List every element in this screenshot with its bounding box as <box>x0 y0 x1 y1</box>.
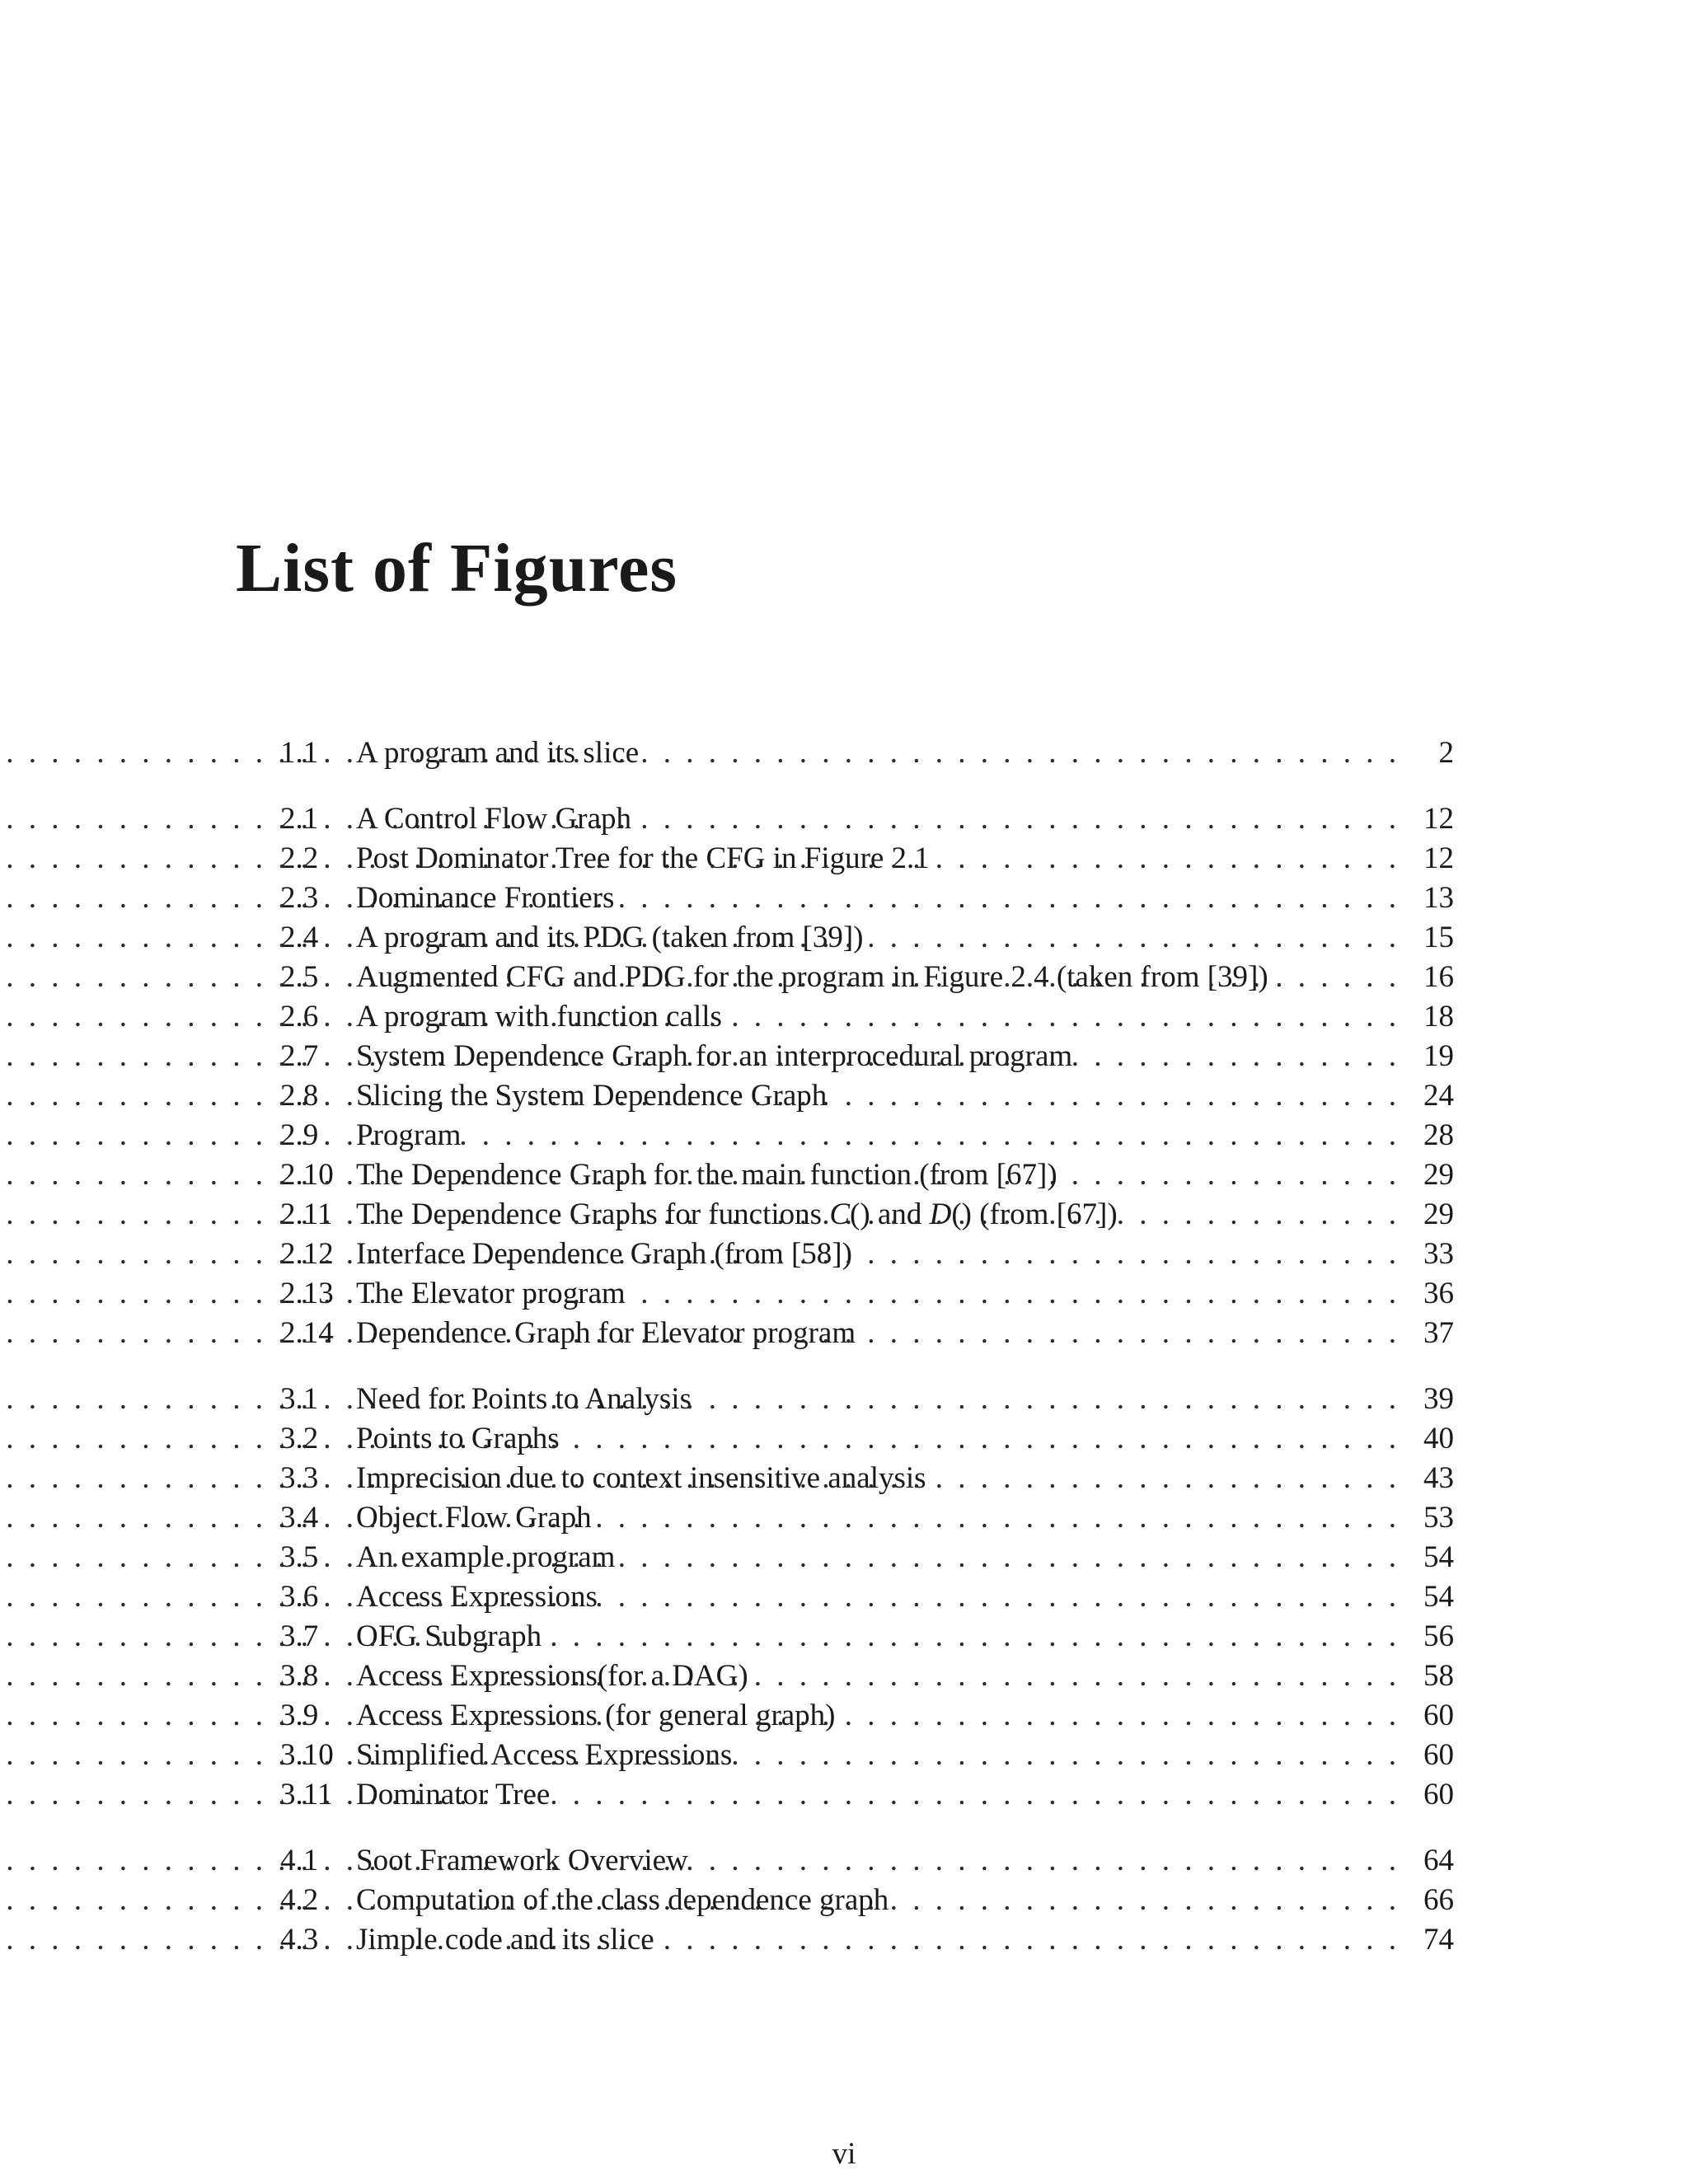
figure-entry[interactable] <box>280 918 1454 958</box>
figure-entry[interactable] <box>280 1195 1454 1235</box>
page-number: 28 <box>1423 1118 1454 1152</box>
figure-number: 3.10 <box>280 1738 334 1772</box>
footer-page-number: vi <box>832 2137 856 2171</box>
figure-entry[interactable] <box>280 733 1454 773</box>
page-number: 60 <box>1423 1699 1454 1732</box>
figure-entry[interactable] <box>280 1617 1454 1657</box>
page-number: 12 <box>1423 802 1454 836</box>
figure-number: 2.2 <box>280 841 319 875</box>
page-number: 54 <box>1423 1540 1454 1574</box>
dot-leader <box>604 1577 1396 1617</box>
figure-entry[interactable] <box>280 1116 1454 1155</box>
page-number: 13 <box>1423 881 1454 915</box>
page-number: 33 <box>1423 1237 1454 1271</box>
figure-title: The Dependence Graphs for functions C() and D() (from [67]) <box>356 1197 1118 1231</box>
figure-number: 3.7 <box>280 1619 319 1653</box>
dot-leader <box>695 1841 1396 1881</box>
figure-title: A program with function calls <box>356 1000 722 1033</box>
figure-entry[interactable] <box>280 1274 1454 1314</box>
figure-title: Post Dominator Tree for the CFG in Figure 2.1 <box>356 841 930 875</box>
figure-number: 3.2 <box>280 1422 319 1455</box>
figure-number: 2.5 <box>280 960 319 994</box>
figure-entry[interactable] <box>280 1538 1454 1577</box>
figure-entry[interactable] <box>280 1498 1454 1538</box>
figure-number: 3.3 <box>280 1461 319 1495</box>
dot-leader <box>895 1881 1396 1920</box>
dot-leader <box>556 1775 1396 1815</box>
dot-leader <box>632 1274 1396 1314</box>
dot-leader <box>862 1314 1396 1353</box>
figure-number: 3.8 <box>280 1659 319 1693</box>
figure-number: 3.9 <box>280 1699 319 1732</box>
figure-entry[interactable] <box>280 1155 1454 1195</box>
page-number: 43 <box>1423 1461 1454 1495</box>
figure-number: 2.11 <box>280 1197 333 1231</box>
figure-entry[interactable] <box>280 1736 1454 1775</box>
figure-number: 2.8 <box>280 1079 319 1113</box>
dot-leader <box>467 1116 1396 1155</box>
dot-leader <box>645 733 1396 773</box>
figure-title: Soot Framework Overview <box>356 1844 688 1877</box>
figure-number: 4.1 <box>280 1844 319 1877</box>
figure-title: A program and its PDG (taken from [39]) <box>356 921 864 954</box>
chapter-2-figures <box>280 799 1454 1353</box>
figure-title: The Elevator program <box>356 1277 626 1310</box>
page-number: 12 <box>1423 841 1454 875</box>
figure-entry[interactable] <box>280 1881 1454 1920</box>
page-number: 29 <box>1423 1197 1454 1231</box>
page-number: 37 <box>1423 1316 1454 1350</box>
figure-number: 3.11 <box>280 1778 333 1811</box>
figure-number: 3.5 <box>280 1540 319 1574</box>
figure-title: Augmented CFG and PDG for the program in Figure 2.4 (taken from [39]) <box>356 960 1268 994</box>
dot-leader <box>566 1419 1396 1459</box>
dot-leader <box>933 1459 1396 1498</box>
figure-entry[interactable] <box>280 1696 1454 1736</box>
dot-leader <box>621 1538 1396 1577</box>
dot-leader <box>729 997 1396 1037</box>
page-number: 16 <box>1423 960 1454 994</box>
chapter-3-figures <box>280 1380 1454 1815</box>
figure-number: 4.2 <box>280 1883 319 1917</box>
page-number: 58 <box>1423 1659 1454 1693</box>
page-number: 2 <box>1438 736 1454 770</box>
page-number: 53 <box>1423 1501 1454 1535</box>
figure-entry[interactable] <box>280 1235 1454 1274</box>
figure-entry[interactable] <box>280 1419 1454 1459</box>
figure-title: Simplified Access Expressions <box>356 1738 733 1772</box>
dot-leader <box>755 1657 1396 1696</box>
chapter-4-figures <box>280 1841 1454 1960</box>
dot-leader <box>621 879 1396 918</box>
figure-title: Interface Dependence Graph (from [58]) <box>356 1237 852 1271</box>
figure-title: System Dependence Graph for an interprocedural program <box>356 1039 1073 1073</box>
figure-title: Computation of the class dependence graph <box>356 1883 889 1917</box>
figure-entry[interactable] <box>280 958 1454 997</box>
figure-number: 2.13 <box>280 1277 334 1310</box>
figure-title: An example program <box>356 1540 616 1574</box>
page-number: 29 <box>1423 1158 1454 1192</box>
figure-entry[interactable] <box>280 799 1454 839</box>
figure-title: A program and its slice <box>356 736 640 770</box>
dot-leader <box>661 1920 1396 1960</box>
dot-leader <box>698 1380 1396 1419</box>
figure-number: 2.12 <box>280 1237 334 1271</box>
figure-entry[interactable] <box>280 1076 1454 1116</box>
figure-number: 2.14 <box>280 1316 334 1350</box>
figure-entry[interactable] <box>280 1775 1454 1815</box>
dot-leader <box>842 1696 1396 1736</box>
figure-entry[interactable] <box>280 1314 1454 1353</box>
figure-title: A Control Flow Graph <box>356 802 632 836</box>
dot-leader <box>548 1617 1396 1657</box>
figure-title: Points to Graphs <box>356 1422 560 1455</box>
figure-entry[interactable] <box>280 1459 1454 1498</box>
page-title: List of Figures <box>236 530 678 607</box>
figure-title: The Dependence Graph for the main function (from [67]) <box>356 1158 1057 1192</box>
page-number: 64 <box>1423 1844 1454 1877</box>
figure-entry[interactable] <box>280 1577 1454 1617</box>
figure-title: Access Expressions(for a DAG) <box>356 1659 748 1693</box>
figure-title: Dependence Graph for Elevator program <box>356 1316 856 1350</box>
figure-entry[interactable] <box>280 1841 1454 1881</box>
dot-leader <box>1275 958 1396 997</box>
dot-leader <box>936 839 1396 879</box>
figure-number: 3.1 <box>280 1382 319 1416</box>
figure-number: 2.4 <box>280 921 319 954</box>
page-number: 15 <box>1423 921 1454 954</box>
page-number: 39 <box>1423 1382 1454 1416</box>
dot-leader <box>738 1736 1396 1775</box>
page-number: 60 <box>1423 1778 1454 1811</box>
figure-number: 3.4 <box>280 1501 319 1535</box>
dot-leader <box>1064 1155 1396 1195</box>
dot-leader <box>859 1235 1396 1274</box>
page-number: 40 <box>1423 1422 1454 1455</box>
page-number: 60 <box>1423 1738 1454 1772</box>
page-number: 56 <box>1423 1619 1454 1653</box>
figure-entry[interactable] <box>280 1920 1454 1960</box>
dot-leader <box>1079 1037 1396 1076</box>
figure-title: Dominance Frontiers <box>356 881 615 915</box>
figure-number: 3.6 <box>280 1580 319 1614</box>
figure-number: 2.3 <box>280 881 319 915</box>
figure-title: Access Expressions (for general graph) <box>356 1699 836 1732</box>
list-of-figures <box>280 733 1454 1986</box>
figure-number: 1.1 <box>280 736 319 770</box>
figure-title: OFG Subgraph <box>356 1619 542 1653</box>
figure-title: Object Flow Graph <box>356 1501 592 1535</box>
figure-title: Jimple code and its slice <box>356 1923 654 1957</box>
page-number: 36 <box>1423 1277 1454 1310</box>
dot-leader <box>833 1076 1396 1116</box>
dot-leader <box>870 918 1396 958</box>
figure-entry[interactable] <box>280 997 1454 1037</box>
figure-title: Dominator Tree <box>356 1778 551 1811</box>
figure-number: 2.10 <box>280 1158 334 1192</box>
figure-entry[interactable] <box>280 1657 1454 1696</box>
page-number: 66 <box>1423 1883 1454 1917</box>
figure-number: 4.3 <box>280 1923 319 1957</box>
figure-title: Imprecision due to context insensitive analysis <box>356 1461 926 1495</box>
figure-entry[interactable] <box>280 839 1454 879</box>
figure-number: 2.1 <box>280 802 319 836</box>
dot-leader <box>638 799 1396 839</box>
figure-number: 2.6 <box>280 1000 319 1033</box>
figure-title: Need for Points to Analysis <box>356 1382 692 1416</box>
page-number: 18 <box>1423 1000 1454 1033</box>
figure-title: Access Expressions <box>356 1580 598 1614</box>
chapter-1-figures <box>280 733 1454 773</box>
page-number: 24 <box>1423 1079 1454 1113</box>
figure-title: Slicing the System Dependence Graph <box>356 1079 828 1113</box>
figure-entry[interactable] <box>280 879 1454 918</box>
dot-leader <box>1124 1195 1396 1235</box>
dot-leader <box>598 1498 1396 1538</box>
figure-number: 2.7 <box>280 1039 319 1073</box>
page-number: 74 <box>1423 1923 1454 1957</box>
figure-entry[interactable] <box>280 1380 1454 1419</box>
page-number: 54 <box>1423 1580 1454 1614</box>
figure-number: 2.9 <box>280 1118 319 1152</box>
figure-entry[interactable] <box>280 1037 1454 1076</box>
page-number: 19 <box>1423 1039 1454 1073</box>
figure-title: Program <box>356 1118 462 1152</box>
